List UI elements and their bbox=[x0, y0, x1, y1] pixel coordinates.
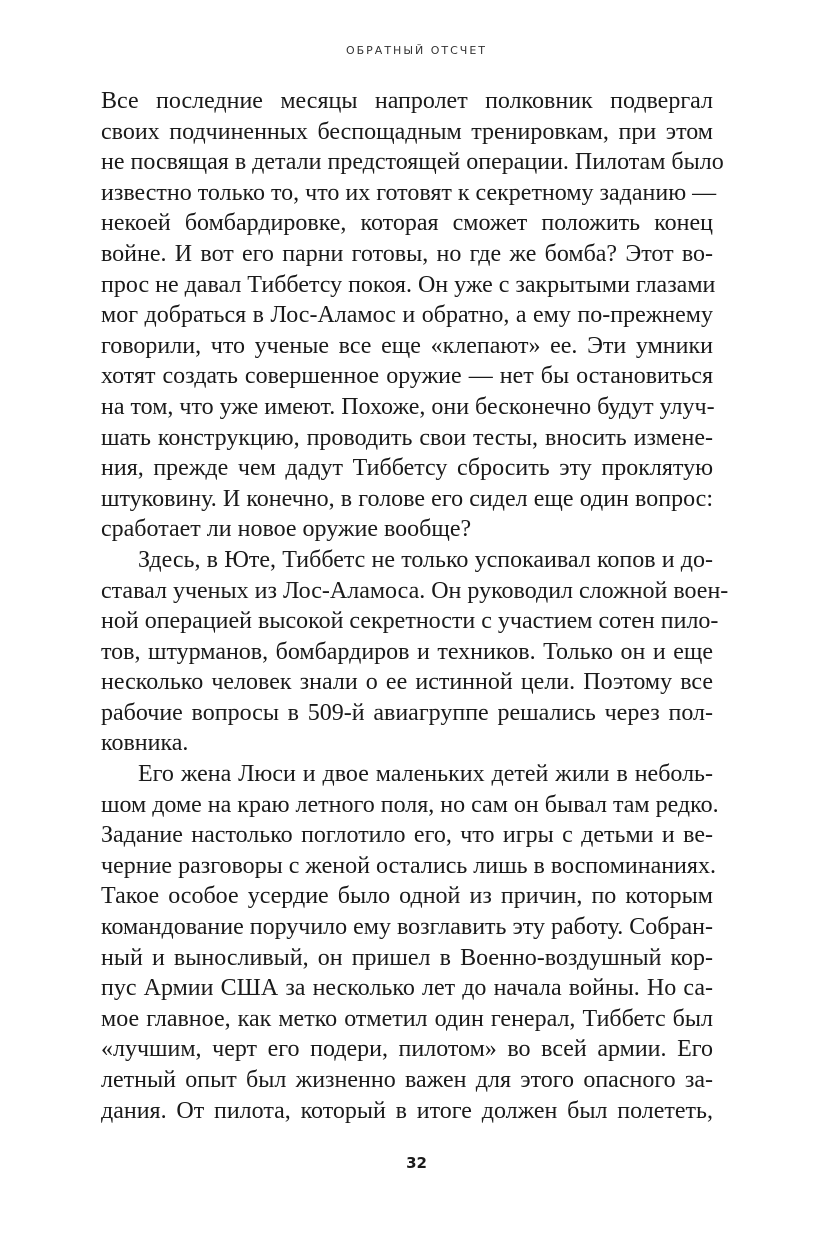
text-line: штуковину. И конечно, в голове его сидел еще один вопрос: bbox=[101, 485, 713, 512]
running-head: ОБРАТНЫЙ ОТСЧЕТ bbox=[345, 44, 488, 57]
text-line: на том, что уже имеют. Похоже, они бесконечно будут улуч- bbox=[101, 393, 715, 420]
text-line: шать конструкцию, проводить свои тесты, вносить измене- bbox=[101, 424, 713, 451]
text-line: несколько человек знали о ее истинной цели. Поэтому все bbox=[101, 669, 713, 696]
text-line: Все последние месяцы напролет полковник подвергал bbox=[101, 88, 713, 114]
text-line: мог добраться в Лос-Аламос и обратно, а ему по-прежнему bbox=[101, 302, 713, 329]
text-line: Его жена Люси и двое маленьких детей жили в неболь- bbox=[138, 761, 713, 788]
text-line: Задание настолько поглотило его, что игры с детьми и ве- bbox=[101, 822, 713, 849]
text-line: шом доме на краю летного поля, но сам он бывал там редко. bbox=[101, 791, 719, 818]
text-line: сработает ли новое оружие вообще? bbox=[101, 516, 472, 543]
text-line: ковника. bbox=[101, 730, 189, 757]
text-line: прос не давал Тиббетсу покоя. Он уже с закрытыми глазами bbox=[101, 271, 716, 298]
text-line: мое главное, как метко отметил один генерал, Тиббетс был bbox=[101, 1005, 713, 1032]
text-line: своих подчиненных беспощадным тренировкам, при этом bbox=[101, 118, 713, 145]
text-line: некоей бомбардировке, которая сможет положить конец bbox=[101, 210, 713, 237]
text-line: ной операцией высокой секретности с участием сотен пило- bbox=[101, 608, 719, 635]
text-line: говорили, что ученые все еще «клепают» ее. Эти умники bbox=[101, 332, 713, 359]
text-line: пус Армии США за несколько лет до начала войны. Но са- bbox=[101, 975, 713, 1002]
text-line: Такое особое усердие было одной из причин, по которым bbox=[101, 883, 713, 910]
text-line: командование поручило ему возглавить эту работу. Собран- bbox=[101, 914, 713, 941]
text-line: Здесь, в Юте, Тиббетс не только успокаивал копов и до- bbox=[138, 546, 713, 573]
text-line: дания. От пилота, который в итоге должен был полететь, bbox=[101, 1097, 713, 1124]
text-line: ния, прежде чем дадут Тиббетсу сбросить эту проклятую bbox=[101, 455, 713, 482]
text-line: «лучшим, черт его подери, пилотом» во всей армии. Его bbox=[101, 1036, 713, 1063]
page-number: 32 bbox=[406, 1154, 427, 1172]
text-line: летный опыт был жизненно важен для этого опасного за- bbox=[101, 1067, 713, 1093]
text-line: хотят создать совершенное оружие — нет бы остановиться bbox=[101, 363, 713, 390]
text-line: войне. И вот его парни готовы, но где же бомба? Этот во- bbox=[101, 240, 713, 267]
text-line: рабочие вопросы в 509-й авиагруппе решались через пол- bbox=[101, 699, 713, 726]
text-line: ставал ученых из Лос-Аламоса. Он руководил сложной воен- bbox=[101, 577, 729, 604]
body-text bbox=[101, 86, 729, 1126]
text-line: черние разговоры с женой остались лишь в воспоминаниях. bbox=[101, 852, 716, 879]
text-line: известно только то, что их готовят к секретному заданию — bbox=[101, 179, 717, 206]
text-line: тов, штурманов, бомбардиров и техников. Только он и еще bbox=[101, 638, 713, 665]
text-line: не посвящая в детали предстоящей операции. Пилотам было bbox=[101, 149, 724, 176]
text-line: ный и выносливый, он пришел в Военно-воздушный кор- bbox=[101, 944, 713, 971]
